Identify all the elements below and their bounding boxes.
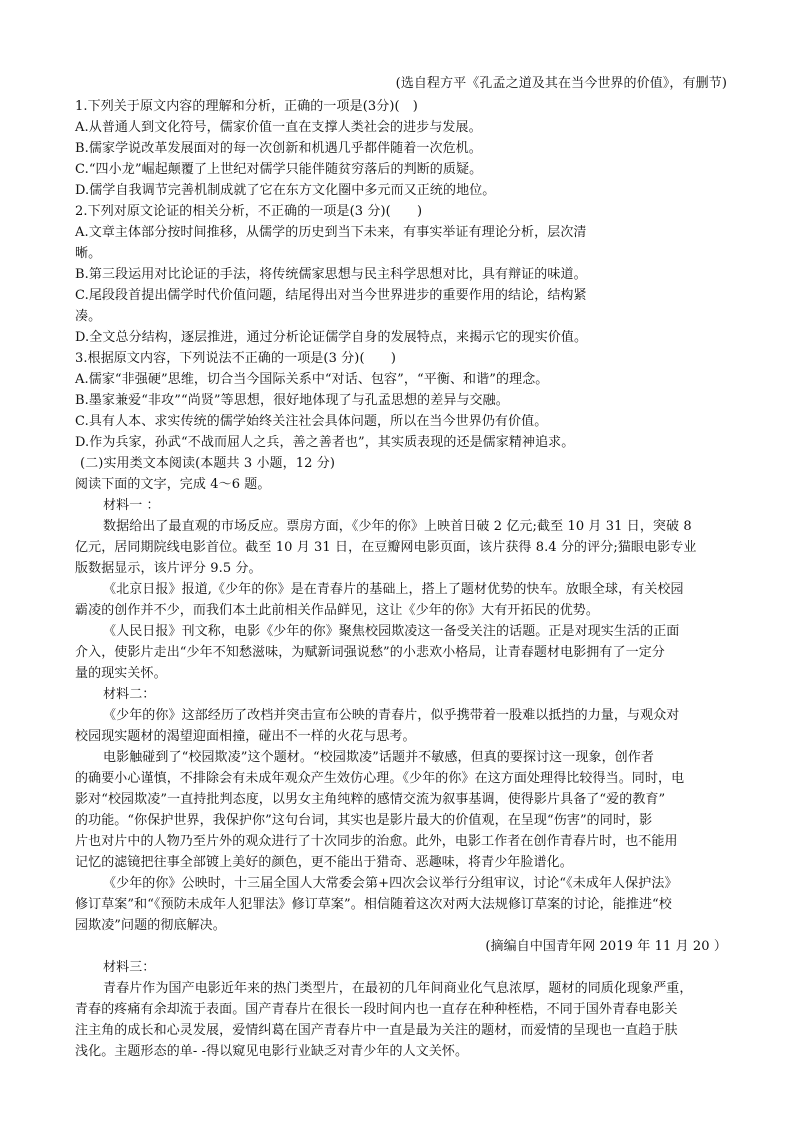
question-2-stem: 2.下列对原文论证的相关分析，不正确的一项是(3 分)( ) [75,204,423,219]
material-2-para-2-line-1: 电影触碰到了“校园欺凌”这个题材。“校园欺凌”话题并不敏感，但真的要探讨这一现象，创作者 [103,750,654,765]
section-2-heading: (二)实用类文本阅读(本题共 3 小题，12 分) [80,456,335,471]
question-1-option-d: D.儒学自我调节完善机制成就了它在东方文化圈中多元而又正统的地位。 [75,183,496,198]
material-1-label: 材料一 ： [103,498,160,513]
material-1-para-3-line-1: 《人民日报》刊文称，电影《少年的你》聚焦校园欺凌这一备受关注的话题。正是对现实生活的正面 [103,624,680,639]
question-3-option-a: A.儒家“非强硬”思维，切合当今国际关系中“对话、包容”，“平衡、和谐”的理念。 [75,372,549,387]
material-3-label: 材料三： [103,960,156,975]
material-3-para-1-line-1: 青春片作为国产电影近年来的热门类型片，在最初的几年间商业化气息浓厚，题材的同质化现象严重， [103,981,693,996]
question-2-option-b: B.第三段运用对比论证的手法，将传统儒家思想与民主科学思想对比，具有辩证的味道。 [75,267,587,282]
material-2-para-2-line-4: 的功能。“你保护世界，我保护你”这句台词，其实也是影片最大的价值观，在呈现“伤害”的同时，影 [75,813,653,828]
question-2-option-c-cont: 凑。 [75,309,102,324]
question-2-option-c: C.尾段段首提出儒学时代价值问题，结尾得出对当今世界进步的重要作用的结论，结构紧 [75,288,587,303]
question-2-option-a-cont: 晰。 [75,246,102,261]
instructions: 阅读下面的文字，完成 4～6 题。 [75,477,271,492]
material-2-para-2-line-5: 片也对片中的人物乃至片外的观众进行了十次同步的治愈。此外，电影工作者在创作青春片时，也不能用 [75,834,678,849]
material-1-para-1-line-2: 亿元，居同期院线电影首位。截至 10 月 31 日，在豆瓣网电影页面，该片获得 8.4 分的评分;猫眼电影专业 [75,540,697,555]
question-3-option-c: C.具有人本、求实传统的儒学始终关注社会具体问题，所以在当今世界仍有价值。 [75,414,548,429]
question-3-option-b: B.墨家兼爱“非攻”“尚贤”等思想，很好地体现了与孔孟思想的差异与交融。 [75,393,509,408]
material-2-para-1-line-2: 校园现实题材的渴望迎面相撞，碰出不一样的火花与思考。 [75,729,416,744]
question-1-option-c: C.“四小龙”崛起颠覆了上世纪对儒学只能伴随贫穷落后的判断的质疑。 [75,162,483,177]
question-2-option-d: D.全文总分结构，逐层推进，通过分析论证儒学自身的发展特点，来揭示它的现实价值。 [75,330,588,345]
question-3-stem: 3.根据原文内容，下列说法不正确的一项是(3 分)( ) [75,351,396,366]
material-2-para-3-line-1: 《少年的你》公映时，十三届全国人大常委会第+四次会议举行分组审议，讨论“《未成年人保护法》 [103,876,678,891]
material-2-label: 材料二： [103,687,156,702]
material-2-para-3-line-3: 园欺凌”问题的彻底解决。 [75,918,226,933]
material-3-para-1-line-3: 注主角的成长和心灵发展，爱情纠葛在国产青春片中一直是最为关注的题材，而爱情的呈现也一直趋于肤 [75,1023,678,1038]
question-1-option-b: B.儒家学说改革发展面对的每一次创新和机遇几乎都伴随着一次危机。 [75,141,482,156]
question-1-option-a: A.从普通人到文化符号，儒家价值一直在支撑人类社会的进步与发展。 [75,120,482,135]
material-1-para-1-line-3: 版数据显示，该片评分 9.5 分。 [75,561,262,576]
material-3-para-1-line-2: 青春的疼痛有余却流于表面。国产青春片在很长一段时间内也一直存在种种桎梏，不同于国外青春电影关 [75,1002,678,1017]
material-1-para-3-line-2: 介入，使影片走出“少年不知愁滋味，为赋新词强说愁”的小悲欢小格局，让青春题材电影拥有了一定分 [75,645,665,660]
material-2-para-2-line-2: 的确要小心谨慎，不排除会有未成年观众产生效仿心理。《少年的你》在这方面处理得比较得当。同时，电 [75,771,685,786]
material-1-para-2-line-1: 《北京日报》报道,《少年的你》是在青春片的基础上，搭上了题材优势的快车。放眼全球，有关校园 [103,582,684,597]
material-1-para-3-line-3: 量的现实关怀。 [75,666,167,681]
question-3-option-d: D.作为兵家，孙武“不战而屈人之兵，善之善者也”，其实质表现的还是儒家精神追求。 [75,435,575,450]
material-1-para-1-line-1: 数据给出了最直观的市场反应。票房方面，《少年的你》上映首日破 2 亿元;截至 10 月 31 日，突破 8 [103,519,692,534]
material-3-para-1-line-4: 浅化。主题形态的单- -得以窥见电影行业缺乏对青少年的人文关怀。 [75,1044,469,1059]
material-1-para-2-line-2: 霸凌的创作并不少，而我们本土此前相关作品鲜见，这让《少年的你》大有开拓民的优势。 [75,603,600,618]
question-1-stem: 1.下列关于原文内容的理解和分析，正确的一项是(3分)( ) [75,99,418,114]
question-2-option-a: A.文章主体部分按时间推移，从儒学的历史到当下未来，有事实举证有理论分析，层次清 [75,225,587,240]
source-note: (选自程方平《孔孟之道及其在当今世界的价值》，有删节) [395,76,727,91]
material-2-source: (摘编自中国青年网 2019 年 11 月 20 ） [485,939,727,954]
material-2-para-3-line-2: 修订草案”和“《预防未成年人犯罪法》修订草案”。相信随着这次对两大法规修订草案的讨论，能推进“校 [75,897,672,912]
material-2-para-2-line-3: 影对“校园欺凌”一直持批判态度，以男女主角纯粹的感情交流为叙事基调，使得影片具备了“爱的教育” [75,792,666,807]
material-2-para-2-line-6: 记忆的滤镜把往事全部镀上美好的颜色，更不能出于猎奇、恶趣味，将青少年脸谱化。 [75,855,573,870]
material-2-para-1-line-1: 《少年的你》这部经历了改档并突击宣布公映的青春片，似乎携带着一股难以抵挡的力量，与观众对 [103,708,680,723]
